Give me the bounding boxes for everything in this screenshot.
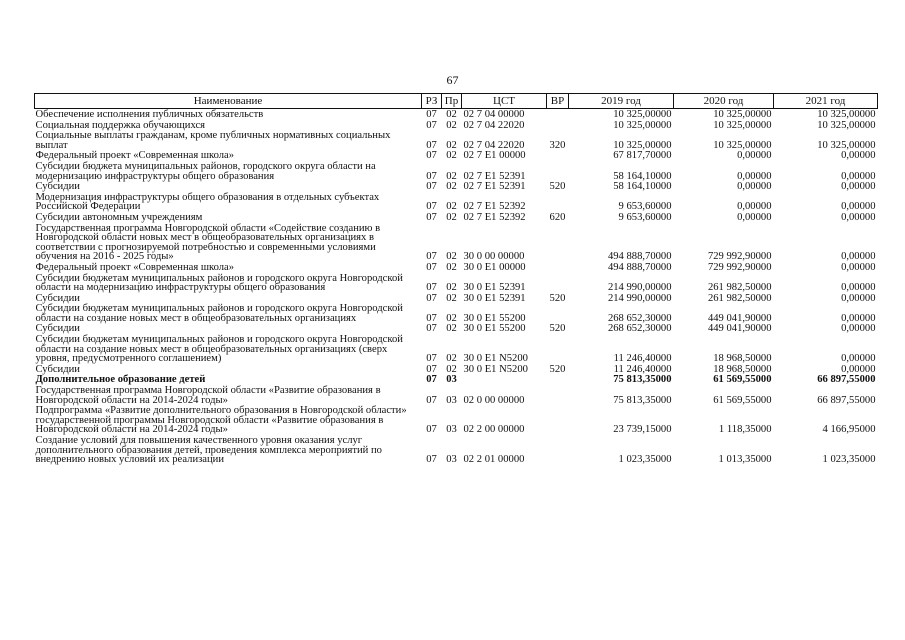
- row-cst: 30 0 E1 55200: [463, 323, 526, 335]
- row-pr: 02: [446, 261, 457, 273]
- row-cst: 02 2 00 00000: [463, 424, 525, 436]
- table-row: [35, 192, 878, 212]
- table-row: [35, 405, 878, 435]
- row-cst: 02 2 01 00000: [463, 454, 525, 466]
- row-name: Дополнительное образование детей: [35, 374, 206, 386]
- row-vr: 520: [549, 181, 566, 193]
- row-name: Субсидии: [35, 292, 80, 304]
- row-vr: [547, 161, 569, 181]
- row-2020: 261 982,50000: [707, 282, 772, 294]
- row-rz: 07: [426, 139, 437, 151]
- row-2020: 729 992,90000: [707, 251, 772, 263]
- row-rz: 07: [426, 394, 437, 406]
- row-pr: 02: [446, 282, 457, 294]
- row-2021: 0,00000: [841, 211, 876, 223]
- row-name: Субсидии: [35, 181, 80, 193]
- table-row: [35, 435, 878, 465]
- row-2020: 449 041,90000: [707, 323, 772, 335]
- row-pr: 03: [446, 374, 457, 386]
- row-pr: 02: [446, 201, 457, 213]
- column-header-2019: 2019 год: [569, 94, 674, 109]
- row-cst: 30 0 E1 52391: [463, 292, 526, 304]
- row-rz: 07: [426, 424, 437, 436]
- row-name: Субсидии: [35, 363, 80, 375]
- row-2020: 449 041,90000: [707, 312, 772, 324]
- row-cst: 02 7 E1 52392: [463, 201, 526, 213]
- row-2020: 729 992,90000: [707, 261, 772, 273]
- row-name: Модернизация инфраструктуры общего образования в отдельных субъектах Российской Федерации: [35, 191, 380, 213]
- row-rz: 07: [426, 170, 437, 182]
- row-2019: 494 888,70000: [607, 261, 672, 273]
- row-vr: [547, 120, 569, 131]
- row-rz: 07: [426, 282, 437, 294]
- row-name: Создание условий для повышения качественного уровня оказания услуг дополнительного образования детей, проведения комплекса мероприятий по внедрению новых условий их реализации: [35, 435, 382, 466]
- row-2019: 214 990,00000: [607, 292, 672, 304]
- row-name: Социальная поддержка обучающихся: [35, 119, 206, 131]
- row-2019: 75 813,35000: [613, 394, 672, 406]
- row-rz: 07: [426, 251, 437, 263]
- row-2021: 0,00000: [841, 150, 876, 162]
- row-2021: 66 897,55000: [817, 374, 876, 386]
- column-header-2021: 2021 год: [774, 94, 878, 109]
- row-rz: 07: [426, 119, 437, 131]
- row-2019: 67 817,70000: [613, 150, 672, 162]
- row-2021: 0,00000: [841, 201, 876, 213]
- row-cst: 02 7 04 22020: [463, 139, 525, 151]
- row-cst: 02 7 04 22020: [463, 119, 525, 131]
- row-2019: 10 325,00000: [613, 119, 672, 131]
- row-2020: 0,00000: [737, 181, 772, 193]
- row-2021: 4 166,95000: [822, 424, 876, 436]
- row-pr: 02: [446, 251, 457, 263]
- row-2021: 0,00000: [841, 251, 876, 263]
- row-2020: 61 569,55000: [713, 374, 772, 386]
- row-rz: 07: [426, 201, 437, 213]
- row-2020: 10 325,00000: [713, 119, 772, 131]
- row-2020: 261 982,50000: [707, 292, 772, 304]
- table-row: [35, 334, 878, 364]
- budget-table: [34, 93, 878, 465]
- row-pr: 02: [446, 150, 457, 162]
- row-2020: 1 118,35000: [718, 424, 772, 436]
- row-cst: 30 0 E1 55200: [463, 312, 526, 324]
- row-name: Субсидии автономным учреждениям: [35, 211, 203, 223]
- row-2019: 9 653,60000: [618, 201, 672, 213]
- table-row: [35, 364, 878, 375]
- row-2021: 0,00000: [841, 292, 876, 304]
- row-vr: [547, 223, 569, 262]
- row-vr: [547, 334, 569, 364]
- column-header-2020: 2020 год: [674, 94, 774, 109]
- row-pr: 02: [446, 139, 457, 151]
- row-2019: 11 246,40000: [613, 363, 672, 375]
- row-rz: 07: [426, 323, 437, 335]
- table-row: [35, 385, 878, 405]
- row-2021: 0,00000: [841, 282, 876, 294]
- table-row: [35, 212, 878, 223]
- column-header-vr: ВР: [547, 94, 569, 109]
- row-2021: 0,00000: [841, 170, 876, 182]
- row-rz: 07: [426, 261, 437, 273]
- row-cst: 02 7 E1 00000: [463, 150, 526, 162]
- table-row: [35, 120, 878, 131]
- column-header-cst: ЦСТ: [462, 94, 547, 109]
- row-2021: 0,00000: [841, 363, 876, 375]
- row-cst: 30 0 E1 N5200: [463, 363, 528, 375]
- row-vr: [547, 109, 569, 120]
- row-pr: 02: [446, 170, 457, 182]
- row-pr: 02: [446, 181, 457, 193]
- row-rz: 07: [426, 150, 437, 162]
- row-vr: [547, 405, 569, 435]
- row-name: Федеральный проект «Современная школа»: [35, 261, 235, 273]
- row-2019: 1 023,35000: [618, 454, 672, 466]
- table-row: [35, 262, 878, 273]
- row-name: Социальные выплаты гражданам, кроме публичных нормативных социальных выплат: [35, 130, 391, 151]
- row-name: Субсидии: [35, 323, 80, 335]
- row-2020: 10 325,00000: [713, 109, 772, 120]
- row-rz: 07: [426, 292, 437, 304]
- row-cst: [462, 374, 547, 385]
- row-2019: 23 739,15000: [613, 424, 672, 436]
- row-cst: 30 0 E1 52391: [463, 282, 526, 294]
- row-2019: 9 653,60000: [618, 211, 672, 223]
- row-vr: 520: [549, 323, 566, 335]
- row-pr: 02: [446, 109, 457, 120]
- row-pr: 02: [446, 312, 457, 324]
- row-cst: 02 7 E1 52392: [463, 211, 526, 223]
- row-cst: 30 0 E1 N5200: [463, 353, 528, 365]
- row-rz: 07: [426, 312, 437, 324]
- table-row: [35, 181, 878, 192]
- row-vr: [547, 374, 569, 385]
- row-2020: 1 013,35000: [718, 454, 772, 466]
- page-number: 67: [446, 73, 459, 87]
- row-vr: [547, 303, 569, 323]
- row-rz: 07: [426, 181, 437, 193]
- row-2019: 268 652,30000: [607, 323, 672, 335]
- row-name: Субсидии бюджетам муниципальных районов и городского округа Новгородской области на создание новых мест в общеобразовательных организациях: [35, 303, 403, 324]
- row-pr: 03: [446, 454, 457, 466]
- row-2021: 10 325,00000: [817, 109, 876, 120]
- row-rz: 07: [426, 374, 437, 386]
- row-2020: 61 569,55000: [713, 394, 772, 406]
- row-2019: 494 888,70000: [607, 251, 672, 263]
- row-vr: [547, 192, 569, 212]
- table-row: [35, 374, 878, 385]
- column-header-name: Наименование: [35, 94, 422, 109]
- row-name: Подпрограмма «Развитие дополнительного образования в Новгородской области» государственной программы Новгородской области «Развитие образования в Новгородской области на 2014-2024 годы»: [35, 405, 407, 436]
- row-name: Субсидии бюджета муниципальных районов, городского округа области на модернизацию инфраструктуры общего образования: [35, 160, 376, 182]
- row-vr: [547, 262, 569, 273]
- row-2021: 0,00000: [841, 312, 876, 324]
- row-2021: 10 325,00000: [817, 139, 876, 151]
- row-cst: 02 0 00 00000: [463, 394, 525, 406]
- row-vr: 620: [549, 211, 566, 223]
- row-pr: 02: [446, 353, 457, 365]
- row-vr: [547, 273, 569, 293]
- row-cst: 30 0 E1 00000: [463, 261, 526, 273]
- row-rz: 07: [426, 353, 437, 365]
- row-2021: 0,00000: [841, 261, 876, 273]
- row-2019: 58 164,10000: [613, 181, 672, 193]
- row-pr: 02: [446, 292, 457, 304]
- row-2021: 66 897,55000: [817, 394, 876, 406]
- row-2019: 75 813,35000: [613, 374, 672, 386]
- row-2020: 0,00000: [737, 211, 772, 223]
- row-name: Обеспечение исполнения публичных обязательств: [35, 109, 264, 120]
- row-vr: [547, 385, 569, 405]
- row-2021: 1 023,35000: [822, 454, 876, 466]
- row-pr: 02: [446, 211, 457, 223]
- row-cst: 02 7 E1 52391: [463, 170, 526, 182]
- row-2020: 18 968,50000: [713, 353, 772, 365]
- column-header-rz: РЗ: [422, 94, 442, 109]
- row-2019: 10 325,00000: [613, 109, 672, 120]
- row-2021: 0,00000: [841, 181, 876, 193]
- row-pr: 02: [446, 363, 457, 375]
- row-2021: 0,00000: [841, 323, 876, 335]
- table-row: [35, 109, 878, 120]
- row-rz: 07: [426, 109, 437, 120]
- table-row: [35, 293, 878, 304]
- row-name: Государственная программа Новгородской области «Развитие образования в Новгородской области на 2014-2024 годы»: [35, 385, 381, 406]
- row-rz: 07: [426, 454, 437, 466]
- column-header-pr: Пр: [442, 94, 462, 109]
- row-pr: 03: [446, 394, 457, 406]
- table-row: [35, 323, 878, 334]
- row-pr: 02: [446, 323, 457, 335]
- row-2019: 10 325,00000: [613, 139, 672, 151]
- table-row: [35, 150, 878, 161]
- row-vr: 520: [549, 363, 566, 375]
- table-row: [35, 303, 878, 323]
- row-cst: 30 0 00 00000: [463, 251, 525, 263]
- row-2021: 10 325,00000: [817, 119, 876, 131]
- row-rz: 07: [426, 211, 437, 223]
- table-row: [35, 161, 878, 181]
- row-vr: 520: [549, 292, 566, 304]
- row-2019: 214 990,00000: [607, 282, 672, 294]
- row-cst: 02 7 E1 52391: [463, 181, 526, 193]
- table-row: [35, 273, 878, 293]
- row-2019: 268 652,30000: [607, 312, 672, 324]
- row-name: Федеральный проект «Современная школа»: [35, 150, 235, 162]
- row-pr: 03: [446, 424, 457, 436]
- table-header: [35, 94, 878, 109]
- row-name: Субсидии бюджетам муниципальных районов и городского округа Новгородской области на модернизацию инфраструктуры общего образования: [35, 272, 403, 294]
- row-2020: 10 325,00000: [713, 139, 772, 151]
- table-body: [35, 109, 878, 465]
- row-pr: 02: [446, 119, 457, 131]
- row-vr: [547, 435, 569, 465]
- row-vr: [547, 150, 569, 161]
- row-2019: 58 164,10000: [613, 170, 672, 182]
- row-name: Государственная программа Новгородской области «Содействие созданию в Новгородской области новых мест в общеобразовательных организациях в соответствии с прогнозируемой потребностью и современными условиями обучения на 2016 - 2025 годы»: [35, 222, 381, 263]
- row-name: Субсидии бюджетам муниципальных районов и городского округа Новгородской области на создание новых мест в общеобразовательных организациях (сверх уровня, предусмотренного соглашением): [35, 334, 403, 365]
- row-cst: 02 7 04 00000: [463, 109, 525, 120]
- row-rz: 07: [426, 363, 437, 375]
- row-2020: 18 968,50000: [713, 363, 772, 375]
- table-row: [35, 223, 878, 262]
- row-2020: 0,00000: [737, 170, 772, 182]
- row-2020: 0,00000: [737, 201, 772, 213]
- row-2021: 0,00000: [841, 353, 876, 365]
- row-2019: 11 246,40000: [613, 353, 672, 365]
- row-vr: 320: [549, 139, 566, 151]
- table-row: [35, 130, 878, 150]
- row-2020: 0,00000: [737, 150, 772, 162]
